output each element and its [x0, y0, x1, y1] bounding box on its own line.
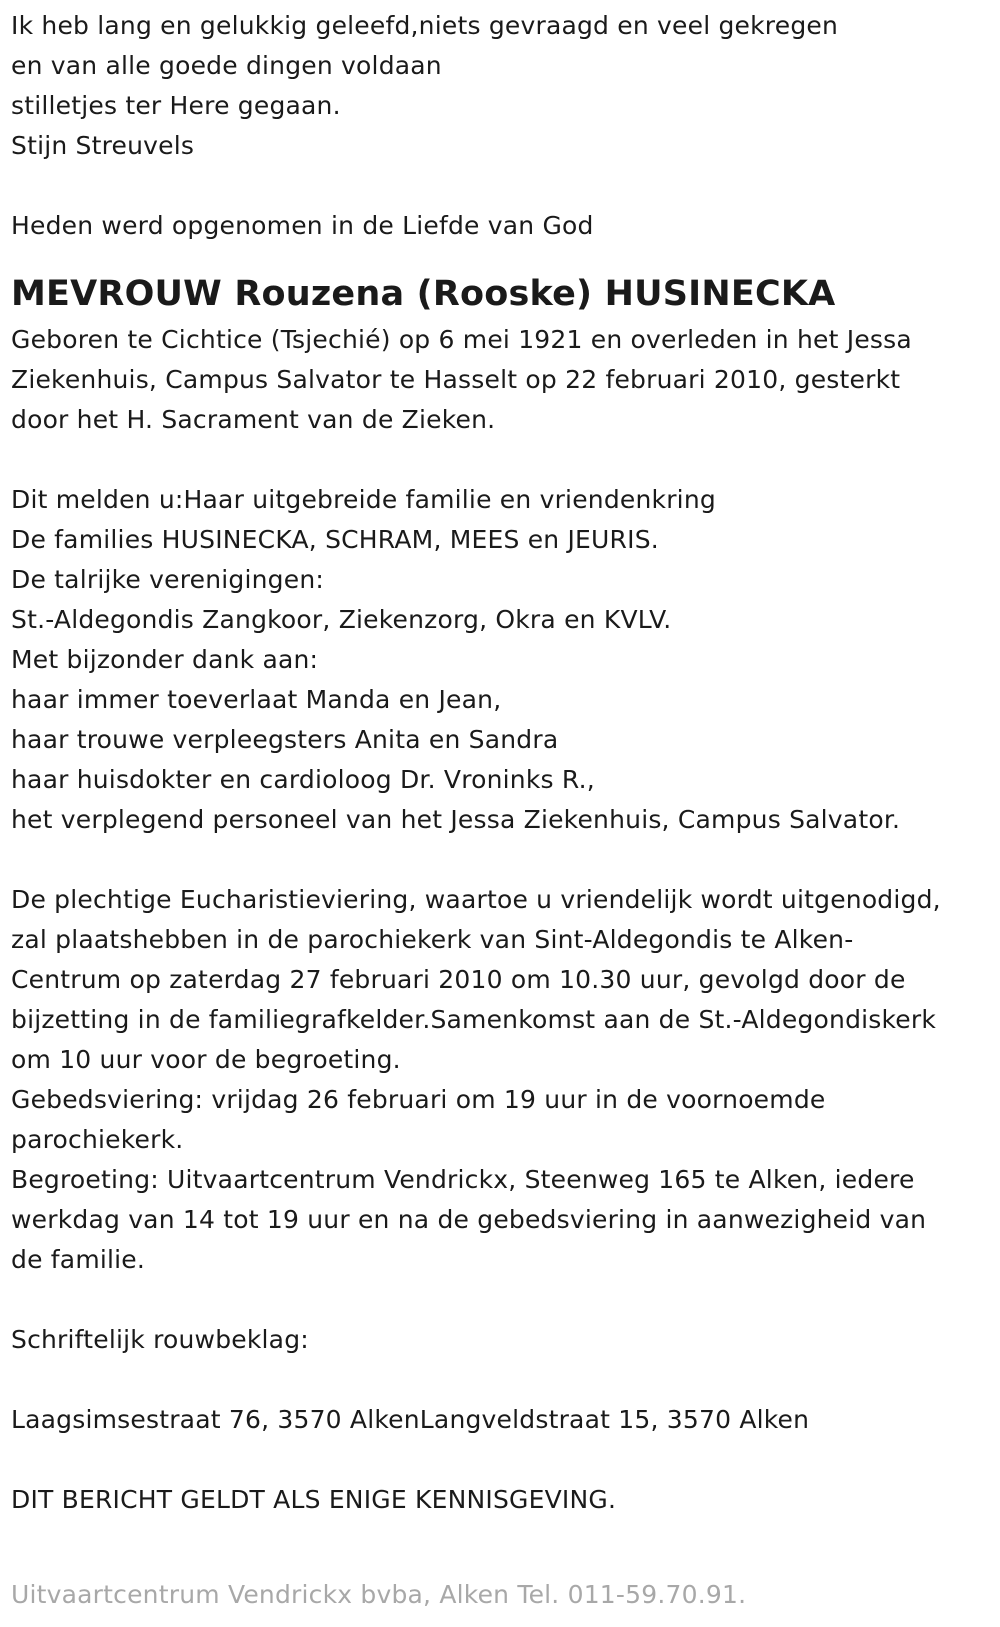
paragraph-line: De families HUSINECKA, SCHRAM, MEES en JEURIS.: [11, 525, 659, 554]
condolence-addresses: Laagsimsestraat 76, 3570 AlkenLangveldstraat 15, 3570 Alken: [11, 1405, 810, 1434]
intro-text: Heden werd opgenomen in de Liefde van God: [11, 211, 594, 240]
poem-author: Stijn Streuvels: [11, 131, 195, 160]
paragraph-line: Ziekenhuis, Campus Salvator te Hasselt op 22 februari 2010, gesterkt: [11, 365, 901, 394]
notice-text: DIT BERICHT GELDT ALS ENIGE KENNISGEVING.: [11, 1485, 617, 1514]
announcement-paragraph: [11, 480, 991, 840]
paragraph-line: Begroeting: Uitvaartcentrum Vendrickx, Steenweg 165 te Alken, iedere: [11, 1165, 915, 1194]
spacer: [11, 1360, 991, 1400]
paragraph-line: St.-Aldegondis Zangkoor, Ziekenzorg, Okra en KVLV.: [11, 605, 672, 634]
paragraph-line: om 10 uur voor de begroeting.: [11, 1045, 401, 1074]
paragraph-line: bijzetting in de familiegrafkelder.Samenkomst aan de St.-Aldegondiskerk: [11, 1005, 937, 1034]
paragraph-line: haar trouwe verpleegsters Anita en Sandra: [11, 725, 559, 754]
spacer: [11, 1440, 991, 1480]
paragraph-line: haar huisdokter en cardioloog Dr. Vroninks R.,: [11, 765, 595, 794]
paragraph-line: de familie.: [11, 1245, 146, 1274]
condolence-label: Schriftelijk rouwbeklag:: [11, 1325, 309, 1354]
paragraph-line: door het H. Sacrament van de Zieken.: [11, 405, 496, 434]
birth-death-paragraph: [11, 320, 991, 440]
deceased-name: MEVROUW Rouzena (Rooske) HUSINECKA: [11, 274, 836, 314]
paragraph-line: Centrum op zaterdag 27 februari 2010 om 10.30 uur, gevolgd door de: [11, 965, 906, 994]
paragraph-line: haar immer toeverlaat Manda en Jean,: [11, 685, 502, 714]
poem: [11, 6, 991, 166]
paragraph-line: De plechtige Eucharistieviering, waartoe u vriendelijk wordt uitgenodigd,: [11, 885, 941, 914]
spacer: [11, 1280, 991, 1320]
paragraph-line: zal plaatshebben in de parochiekerk van Sint-Aldegondis te Alken-: [11, 925, 854, 954]
paragraph-line: Met bijzonder dank aan:: [11, 645, 319, 674]
poem-line: en van alle goede dingen voldaan: [11, 51, 442, 80]
poem-line: Ik heb lang en gelukkig geleefd,niets gevraagd en veel gekregen: [11, 11, 839, 40]
spacer: [11, 440, 991, 480]
obituary-notice: [11, 6, 991, 1520]
spacer: [11, 840, 991, 880]
paragraph-line: Geboren te Cichtice (Tsjechié) op 6 mei 1921 en overleden in het Jessa: [11, 325, 912, 354]
paragraph-line: het verplegend personeel van het Jessa Ziekenhuis, Campus Salvator.: [11, 805, 901, 834]
paragraph-line: werkdag van 14 tot 19 uur en na de gebedsviering in aanwezigheid van: [11, 1205, 927, 1234]
ceremony-paragraph: [11, 880, 991, 1280]
spacer: [11, 166, 991, 206]
paragraph-line: Dit melden u:Haar uitgebreide familie en vriendenkring: [11, 485, 716, 514]
paragraph-line: Gebedsviering: vrijdag 26 februari om 19 uur in de voornoemde: [11, 1085, 826, 1114]
paragraph-line: parochiekerk.: [11, 1125, 184, 1154]
funeral-home-footer: Uitvaartcentrum Vendrickx bvba, Alken Tel. 011-59.70.91.: [11, 1580, 747, 1609]
poem-line: stilletjes ter Here gegaan.: [11, 91, 341, 120]
paragraph-line: De talrijke verenigingen:: [11, 565, 324, 594]
